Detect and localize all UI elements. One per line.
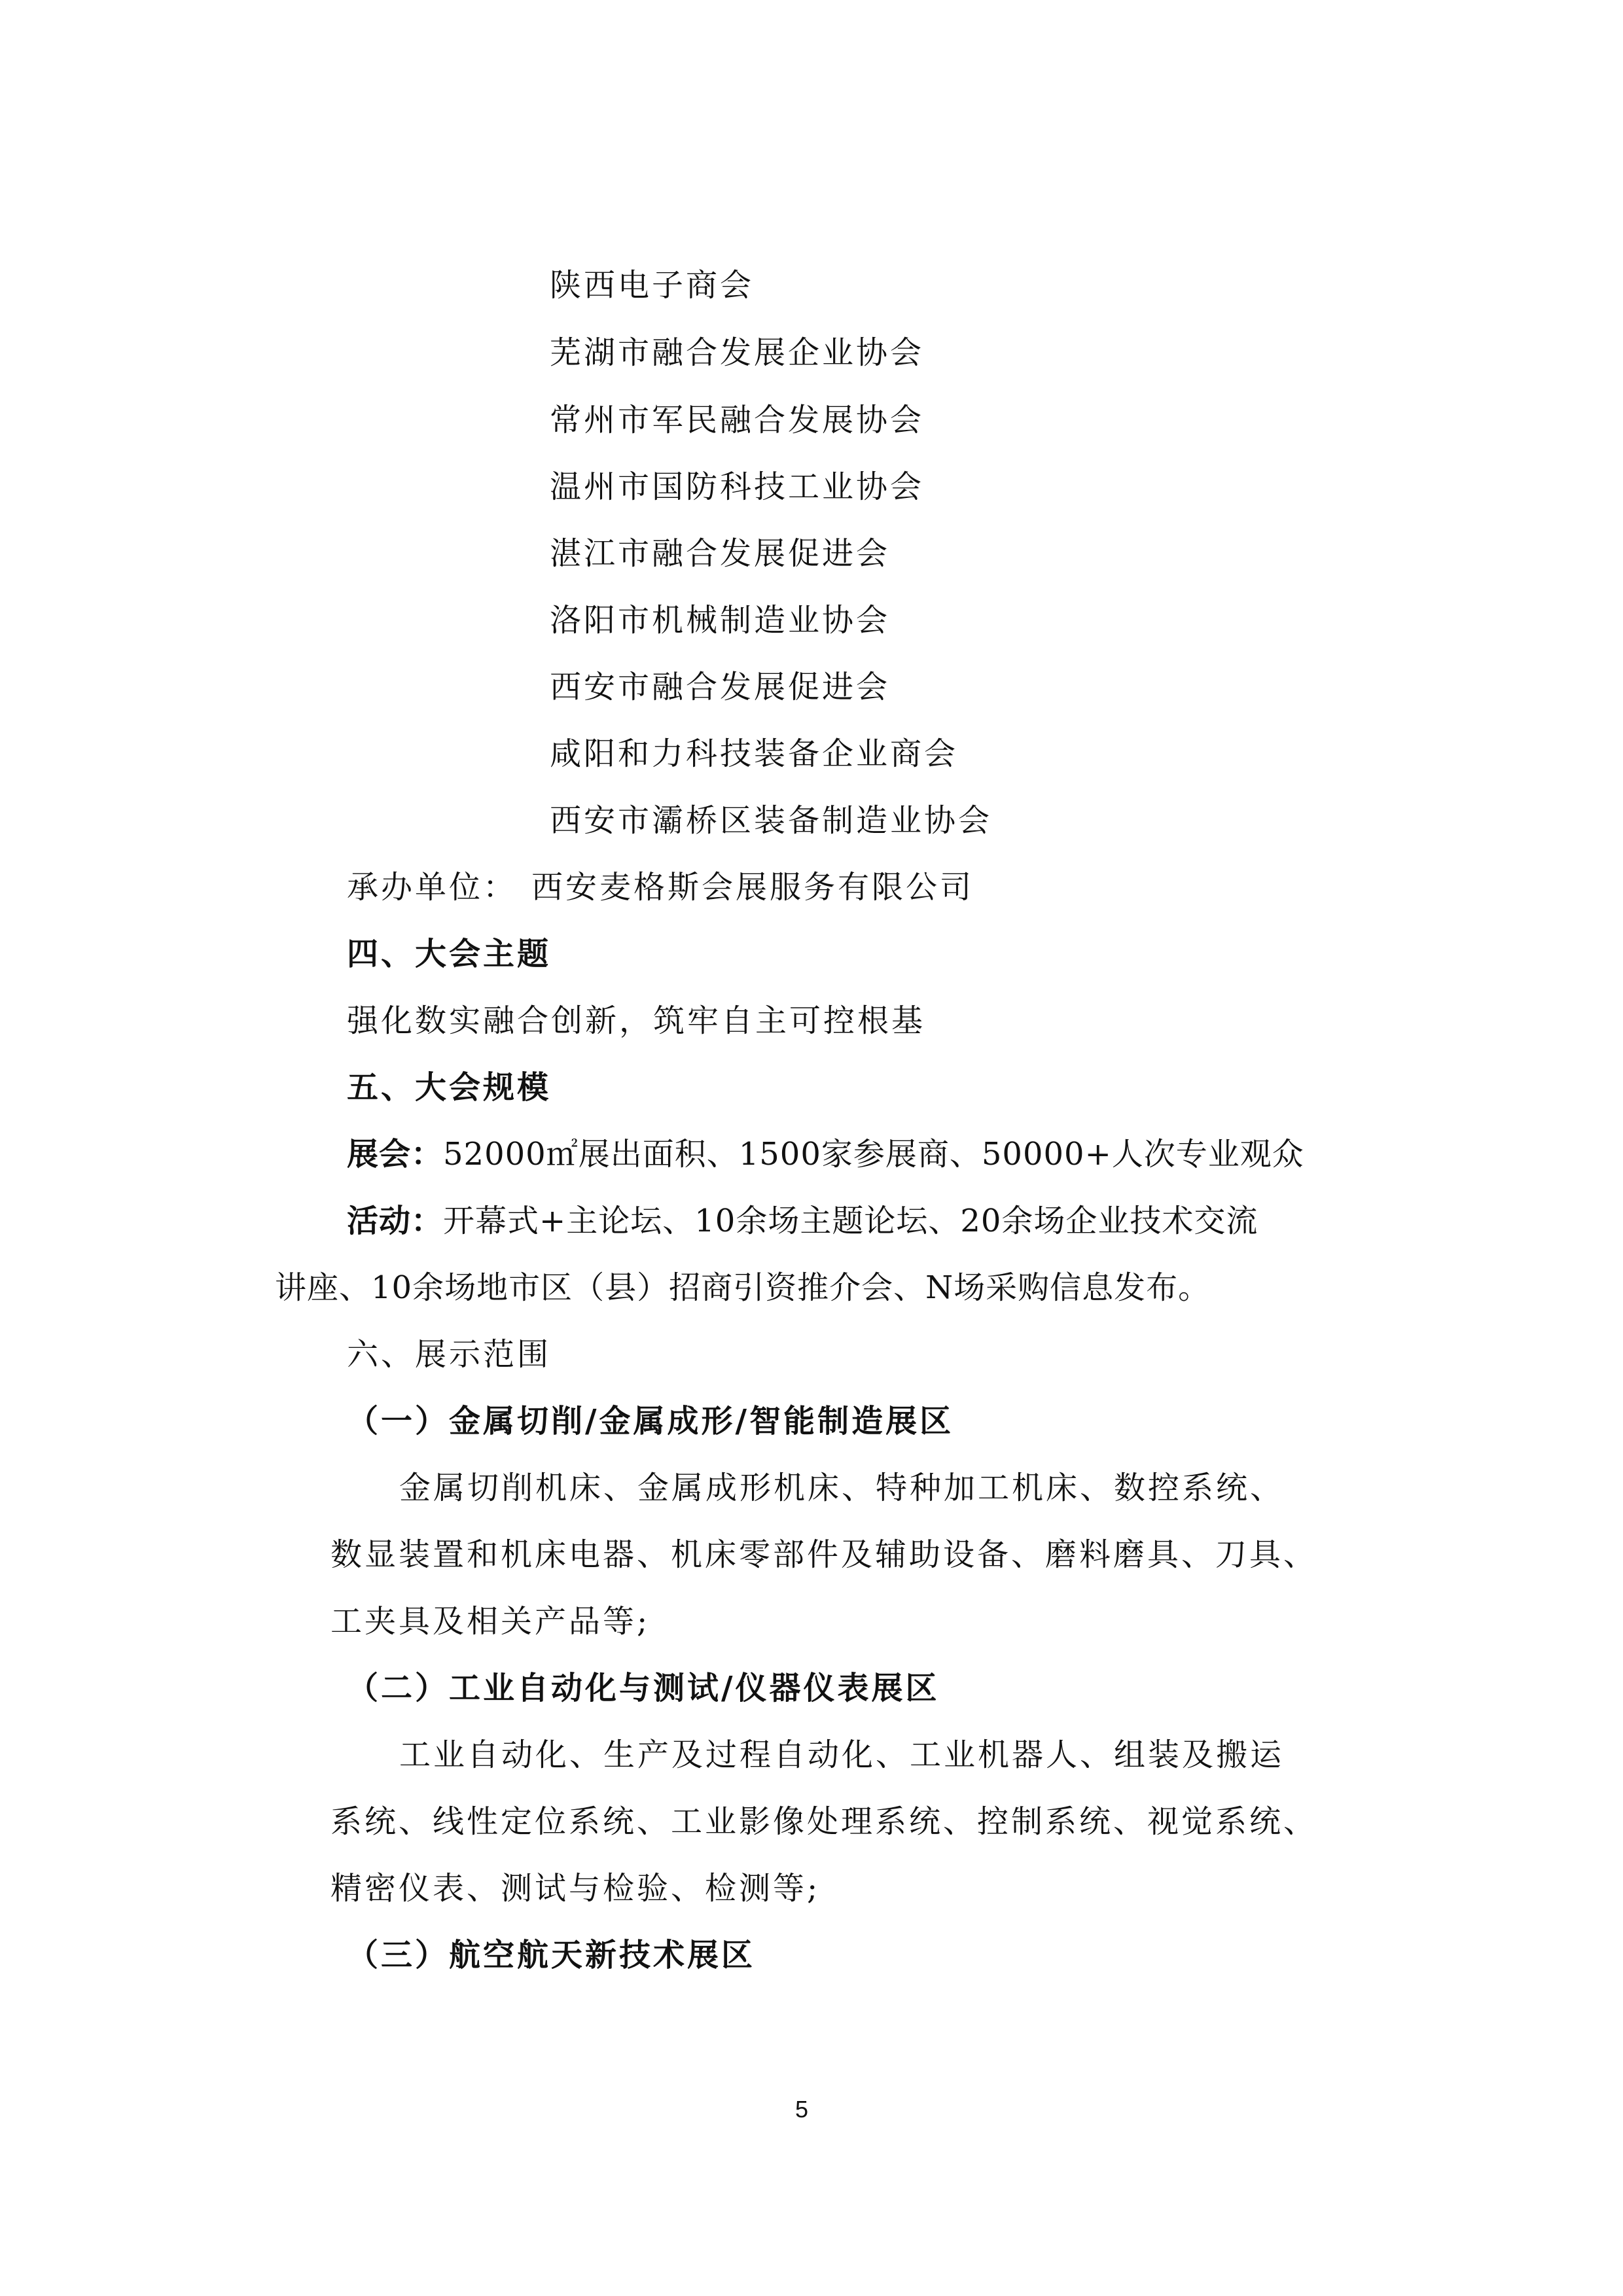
exhibition-line	[347, 1135, 1304, 1174]
section4-text: 强化数实融合创新，筑牢自主可控根基	[347, 1002, 926, 1039]
exhibition-text: 52000㎡展出面积、1500家参展商、50000+人次专业观众	[443, 1136, 1304, 1173]
activity-line	[347, 1201, 1258, 1241]
activity-text-2: 讲座、10余场地市区（县）招商引资推介会、N场采购信息发布。	[275, 1269, 1211, 1306]
section4-heading: 四、大会主题	[347, 936, 552, 972]
activity-label: 活动：	[347, 1203, 444, 1239]
zone1-line: 数显装置和机床电器、机床零部件及辅助设备、磨料磨具、刀具、	[330, 1536, 1318, 1573]
host-line	[347, 868, 974, 907]
activity-text-1: 开幕式+主论坛、10余场主题论坛、20余场企业技术交流	[443, 1203, 1258, 1239]
organizer-item: 西安市融合发展促进会	[550, 669, 891, 705]
host-label: 承办单位：	[347, 869, 518, 906]
organizer-item: 常州市军民融合发展协会	[550, 402, 925, 438]
zone3-title: （三）航空航天新技术展区	[347, 1937, 756, 1973]
zone2-line: 工业自动化、生产及过程自动化、工业机器人、组装及搬运	[399, 1737, 1285, 1773]
section6-heading: 六、展示范围	[347, 1336, 552, 1373]
host-value: 西安麦格斯会展服务有限公司	[531, 869, 974, 906]
zone2-title: （二）工业自动化与测试/仪器仪表展区	[347, 1670, 940, 1706]
zone1-line: 工夹具及相关产品等;	[330, 1603, 651, 1640]
section5-heading: 五、大会规模	[347, 1069, 552, 1106]
organizer-item: 陕西电子商会	[550, 267, 755, 304]
organizer-item: 咸阳和力科技装备企业商会	[550, 735, 959, 772]
zone2-line: 精密仪表、测试与检验、检测等;	[330, 1870, 821, 1907]
organizer-item: 湛江市融合发展促进会	[550, 535, 891, 572]
zone1-line: 金属切削机床、金属成形机床、特种加工机床、数控系统、	[399, 1470, 1285, 1506]
organizer-item: 芜湖市融合发展企业协会	[550, 334, 925, 371]
exhibition-label: 展会：	[347, 1136, 444, 1173]
zone2-line: 系统、线性定位系统、工业影像处理系统、控制系统、视觉系统、	[330, 1803, 1318, 1840]
organizer-item: 洛阳市机械制造业协会	[550, 602, 891, 639]
organizer-item: 西安市灞桥区装备制造业协会	[550, 802, 993, 839]
zone1-title: （一）金属切削/金属成形/智能制造展区	[347, 1403, 954, 1439]
page-number: 5	[795, 2096, 809, 2123]
organizer-item: 温州市国防科技工业协会	[550, 468, 925, 505]
